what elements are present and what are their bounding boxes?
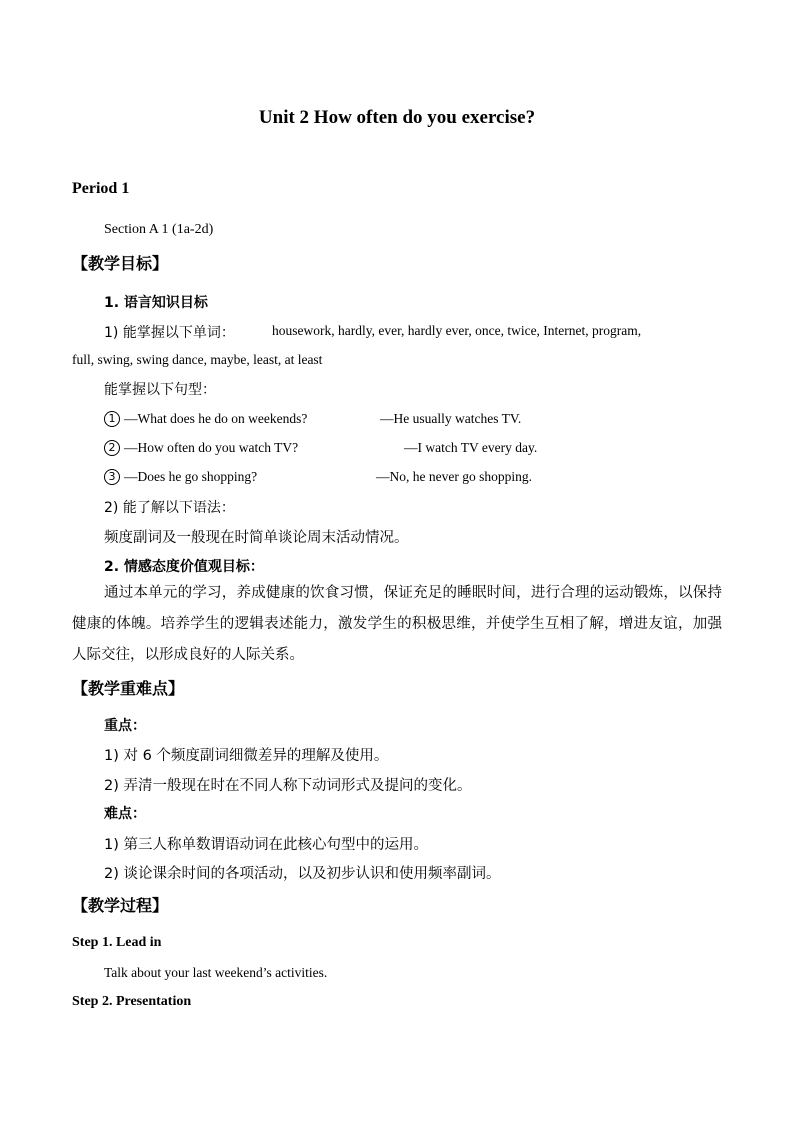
sentence-2: [104, 440, 298, 456]
sentence-question: —What does he do on weekends?: [124, 411, 308, 426]
period-label: Period 1: [72, 180, 130, 197]
sentence-3: [104, 469, 257, 485]
sentence-question: —Does he go shopping?: [124, 469, 258, 484]
sentences-label: 能掌握以下句型：: [104, 382, 216, 398]
difficulty-item-2: 2) 谈论课余时间的各项活动，以及初步认识和使用频率副词。: [104, 866, 501, 882]
emotion-goal-title: 2. 情感态度价值观目标：: [104, 559, 264, 575]
grammar-label: 2) 能了解以下语法：: [104, 500, 235, 516]
difficulty-label: 难点：: [104, 806, 146, 822]
focus-label: 重点：: [104, 718, 146, 734]
knowledge-goal-title: 1. 语言知识目标: [104, 295, 208, 311]
sentence-answer: —I watch TV every day.: [404, 440, 538, 455]
emotion-goal-text: 通过本单元的学习，养成健康的饮食习惯，保证充足的睡眠时间，进行合理的运动锻炼，以保持健康的体魄。培养学生的逻辑表述能力，激发学生的积极思维，并使学生互相了解，增进友谊，加强人际交往，以形成良好的人际关系。: [72, 585, 722, 663]
step-2-title: Step 2. Presentation: [72, 994, 192, 1009]
vocab-line-1: housework, hardly, ever, hardly ever, once, twice, Internet, program,: [272, 323, 642, 338]
circled-number: 1: [104, 411, 120, 427]
process-heading: 【教学过程】: [72, 896, 169, 915]
step-1-title: Step 1. Lead in: [72, 935, 162, 950]
circled-number: 2: [104, 440, 120, 456]
vocab-line-2: full, swing, swing dance, maybe, least, at least: [72, 352, 323, 367]
section-label: Section A 1 (1a-2d): [104, 222, 214, 237]
sentence-answer: —No, he never go shopping.: [376, 469, 532, 484]
sentence-question: —How often do you watch TV?: [124, 440, 299, 455]
circled-number: 3: [104, 469, 120, 485]
focus-item-2: 2) 弄清一般现在时在不同人称下动词形式及提问的变化。: [104, 778, 472, 794]
step-1-text: Talk about your last weekend’s activities.: [104, 965, 328, 980]
difficulty-item-1: 1) 第三人称单数谓语动词在此核心句型中的运用。: [104, 837, 428, 853]
sentence-1: [104, 411, 307, 427]
key-points-heading: 【教学重难点】: [72, 679, 185, 698]
grammar-text: 频度副词及一般现在时简单谈论周末活动情况。: [104, 530, 409, 546]
focus-item-1: 1) 对 6 个频度副词细微差异的理解及使用。: [104, 748, 389, 764]
page-title: Unit 2 How often do you exercise?: [258, 107, 536, 128]
sentence-answer: —He usually watches TV.: [380, 411, 522, 426]
goals-heading: 【教学目标】: [72, 254, 169, 273]
vocab-label: 1) 能掌握以下单词：: [104, 325, 235, 341]
